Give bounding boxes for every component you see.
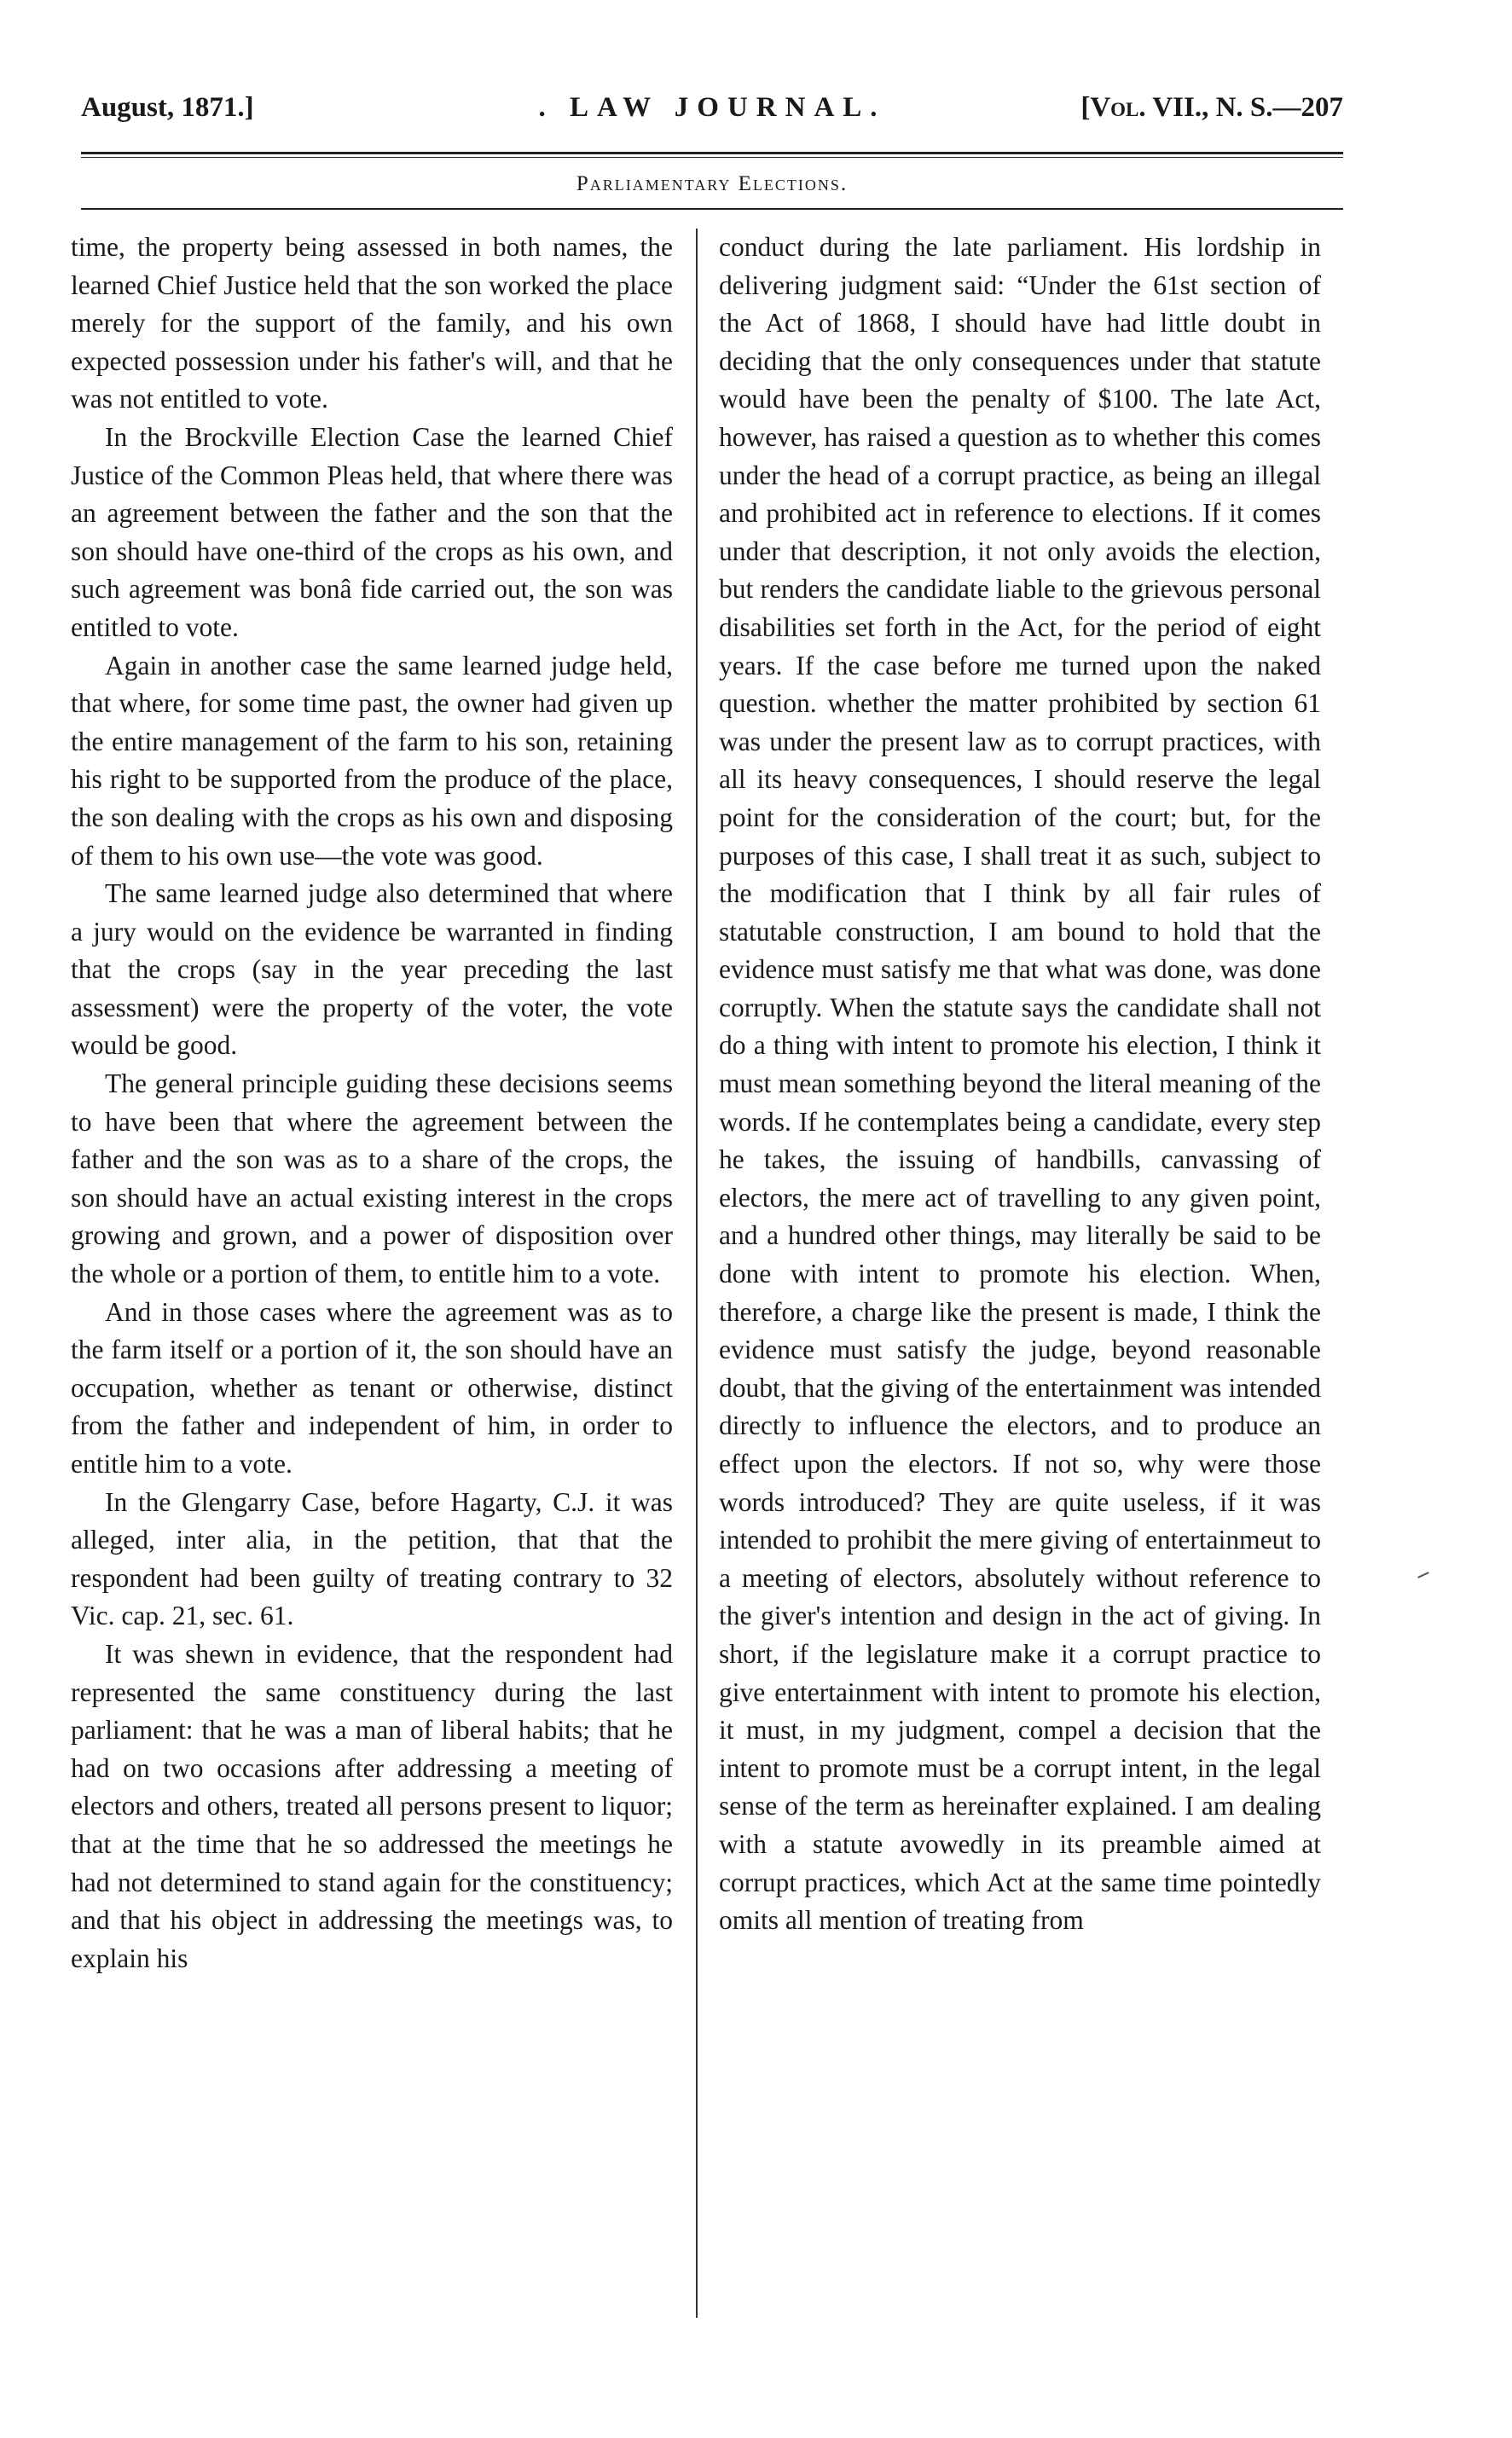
margin-mark: [1417, 1572, 1429, 1578]
header-journal-title: . LAW JOURNAL.: [538, 92, 886, 123]
paragraph: In the Brockville Election Case the learned Chief Justice of the Common Pleas held, that where there was an agreement between the father and the son that the son should have one-third of the crops as his own, and such agreement was bonâ fide carried out, the son was entitled to vote.: [71, 421, 673, 642]
paragraph: It was shewn in evidence, that the respondent had represented the same constituency during the last parliament: that he was a man of liberal habits; that he had on two occasions after addressing a meeting of electors and others, treated all persons present to liquor; that at the time that he so addressed the meetings he had not determined to stand again for the constituency; and that his object in addressing the meetings was, to explain his: [71, 1638, 673, 1973]
header-rule-thin: [81, 157, 1343, 158]
section-rule: [81, 208, 1343, 210]
running-header: [81, 92, 1343, 143]
paragraph: In the Glengarry Case, before Hagarty, C.J. it was alleged, inter alia, in the petition, that that the respondent had been guilty of treating contrary to 32 Vic. cap. 21, sec. 61.: [71, 1486, 673, 1631]
paragraph: The same learned judge also determined that where a jury would on the evidence be warranted in finding that the crops (say in the year preceding the last assessment) were the property of the voter, the vote would be good.: [71, 878, 673, 1061]
paragraph: conduct during the late parliament. His lordship in delivering judgment said: “Under the 61st section of the Act of 1868, I should have had little doubt in deciding that the only consequences under that statute would have been the penalty of $100. The late Act, however, has raised a question as to whether this comes under the head of a corrupt practice, as being an illegal and prohibited act in reference to elections. If it comes under that description, it not only avoids the election, but renders the candidate liable to the grievous personal disabilities set forth in the Act, for the period of eight years. If the case before me turned upon the naked question. whether the matter prohibited by section 61 was under the present law as to corrupt practices, with all its heavy consequences, I should reserve the legal point for the consideration of the court; but, for the purposes of this case, I shall treat it as such, subject to the modification that I think by all fair rules of statutable construction, I am bound to hold that the evidence must satisfy me that what was done, was done corruptly. When the statute says the candidate shall not do a thing with intent to promote his election, I think it must mean something beyond the literal meaning of the words. If he contemplates being a candidate, every step he takes, the issuing of handbills, canvassing of electors, the mere act of travelling to any given point, and a hundred other things, may literally be said to be done with intent to promote his election. When, therefore, a charge like the present is made, I think the evidence must satisfy the judge, beyond reasonable doubt, that the giving of the entertainment was intended directly to influence the electors, and to produce an effect upon the electors. If not so, why were those words introduced? They are quite useless, if it was intended to prohibit the mere giving of entertainmeut to a meeting of electors, absolutely without reference to the giver's intention and design in the act of giving. In short, if the legislature make it a corrupt practice to give entertainment with intent to promote his election, it must, in my judgment, compel a decision that the intent to promote must be a corrupt intent, in the legal sense of the term as hereinafter explained. I am dealing with a statute avowedly in its preamble aimed at corrupt practices, which Act at the same time pointedly omits all mention of treating from: [719, 232, 1321, 1936]
header-date: August, 1871.]: [81, 92, 254, 123]
right-column: [719, 229, 1321, 1940]
column-divider: [696, 229, 698, 2318]
left-column: [71, 229, 673, 1978]
paragraph: And in those cases where the agreement was as to the farm itself or a portion of it, the son should have an occupation, whether as tenant or otherwise, distinct from the father and independent of him, in order to entitle him to a vote.: [71, 1296, 673, 1479]
section-title: Parliamentary Elections.: [576, 172, 849, 195]
header-rule-thick: [81, 152, 1343, 154]
header-volume-page: [Vol. VII., N. S.—207: [1080, 92, 1343, 123]
paragraph: time, the property being assessed in both names, the learned Chief Justice held that the son worked the place merely for the support of the family, and his own expected possession under his father's will, and that he was not entitled to vote.: [71, 232, 673, 414]
paragraph: Again in another case the same learned judge held, that where, for some time past, the owner had given up the entire management of the farm to his son, retaining his right to be supported from the produce of the place, the son dealing with the crops as his own and disposing of them to his own use—the vote was good.: [71, 650, 673, 871]
paragraph: The general principle guiding these decisions seems to have been that where the agreement between the father and the son was as to a share of the crops, the son should have an actual existing interest in the crops growing and grown, and a power of disposition over the whole or a portion of them, to entitle him to a vote.: [71, 1068, 673, 1289]
